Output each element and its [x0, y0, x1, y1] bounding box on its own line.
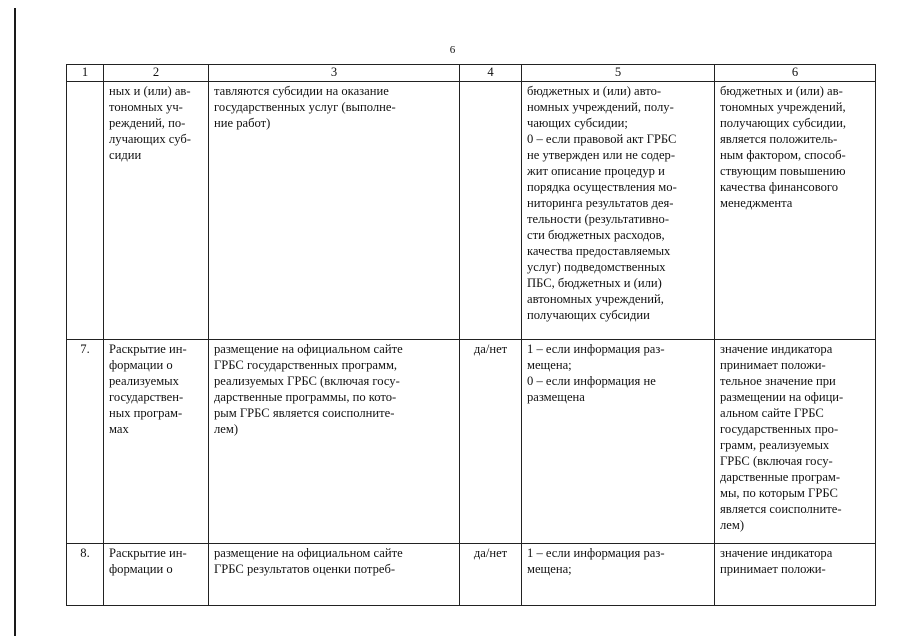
- indicator-comment: значение индикатора принимает положи-: [715, 544, 876, 606]
- indicator-unit: да/нет: [460, 544, 522, 606]
- indicator-description: размещение на официальном сайте ГРБС результатов оценки потреб-: [209, 544, 460, 606]
- table-header-row: [67, 65, 876, 82]
- column-header-3: 3: [209, 65, 460, 82]
- indicator-unit: [460, 82, 522, 340]
- indicator-table: [66, 64, 876, 606]
- indicator-name: Раскрытие ин- формации о: [104, 544, 209, 606]
- column-header-6: 6: [715, 65, 876, 82]
- row-number: 8.: [67, 544, 104, 606]
- indicator-comment: бюджетных и (или) ав- тономных учреждений, получающих субсидии, является положитель- ным фактором, способ- ствующим повышению качества финансового менеджмента: [715, 82, 876, 340]
- indicator-calculation: бюджетных и (или) авто- номных учреждений, полу- чающих субсидии; 0 – если правовой акт ГРБС не утвержден или не содер- жит описание процедур и порядка осуществления мо- ниторинга результатов дея- тельности (результативно- сти бюджетных расходов, качества предоставляемых услуг) подведомственных ПБС, бюджетных и (или) автономных учреждений, получающих субсидии: [522, 82, 715, 340]
- indicator-calculation: 1 – если информация раз- мещена; 0 – если информация не размещена: [522, 340, 715, 544]
- indicator-description: тавляются субсидии на оказание государственных услуг (выполне- ние работ): [209, 82, 460, 340]
- row-number: 7.: [67, 340, 104, 544]
- table-row: [67, 340, 876, 544]
- table-row: [67, 82, 876, 340]
- indicator-name: ных и (или) ав- тономных уч- реждений, по- лучающих суб- сидии: [104, 82, 209, 340]
- table-row: [67, 544, 876, 606]
- indicator-description: размещение на официальном сайте ГРБС государственных программ, реализуемых ГРБС (включая госу- дарственные программы, по кото- рым ГРБС является соисполните- лем): [209, 340, 460, 544]
- column-header-1: 1: [67, 65, 104, 82]
- scan-edge-line: [14, 8, 16, 636]
- column-header-4: 4: [460, 65, 522, 82]
- indicator-unit: да/нет: [460, 340, 522, 544]
- indicator-calculation: 1 – если информация раз- мещена;: [522, 544, 715, 606]
- indicator-comment: значение индикатора принимает положи- тельное значение при размещении на офици- альном сайте ГРБС государственных про- грамм, реализуемых ГРБС (включая госу- дарственные програм- мы, по которым ГРБС является соисполните- лем): [715, 340, 876, 544]
- column-header-5: 5: [522, 65, 715, 82]
- page-number: 6: [449, 44, 456, 56]
- indicator-name: Раскрытие ин- формации о реализуемых государствен- ных програм- мах: [104, 340, 209, 544]
- column-header-2: 2: [104, 65, 209, 82]
- row-number: [67, 82, 104, 340]
